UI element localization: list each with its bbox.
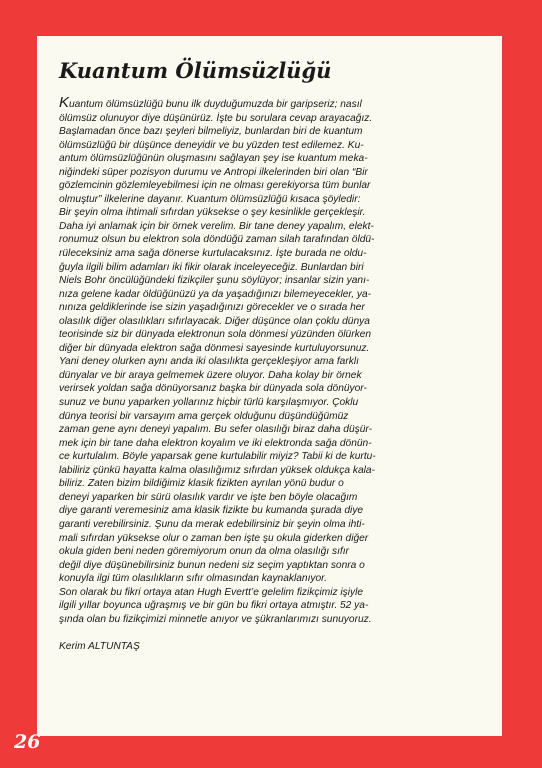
body-line [59,450,480,464]
article-title: Kuantum Ölümsüzlüğü [59,58,332,83]
body-line [59,518,480,532]
body-line [59,437,480,451]
body-line [59,342,480,356]
body-line [59,382,480,396]
body-line [59,532,480,546]
body-line-text: ronumuz olsun bu elektron sola döndüğü zaman silah tarafından öldü- [59,234,375,246]
body-line-text: Son olarak bu fikri ortaya atan Hugh Evertt’e gelelim fizikçimiz işiyle [59,586,364,598]
body-line-text: mali sıfırdan yüksekse olur o zaman ben işte şu okula giderken diğer [59,532,369,544]
body-line [59,504,480,518]
body-line [59,152,480,166]
body-line [59,328,480,342]
body-line-text: diye garanti veremesiniz ama klasik fizikte bu kumanda şurada diye [59,505,364,517]
article-card [37,36,502,736]
body-line [59,220,480,234]
body-line-text: labiliriz çünkü hayatta kalma olasılığımız sıfırdan yüksek oldukça kala- [59,464,375,476]
body-line [59,206,480,220]
body-line [59,247,480,261]
body-line [59,559,480,573]
body-line-text: ğuyla ilgili bilim adamları iki fikir olarak inceleyeceğiz. Bunlardan biri [59,261,364,273]
body-line-text: Başlamadan önce bazı şeyleri bilmeliyiz, bunlardan biri de kuantum [59,126,363,138]
body-line-text: Yani deney olurken aynı anda iki olasılıkta gerçekleşiyor ama farklı [59,356,359,368]
body-line-text: ilgili yıllar boyunca uğraşmış ve bir gün bu fikri ortaya atmıştır. 52 ya- [59,600,369,612]
body-line [59,464,480,478]
body-line [59,139,480,153]
body-line-text: teorisinde siz bir dünyada elektronun sola dönmesi yüzünden ölürken [59,329,372,341]
body-line-text: biliriz. Zaten bizim bildiğimiz klasik fizikten ayrılan yönü budur o [59,478,344,490]
body-line-text: Daha iyi anlamak için bir örnek verelim. Bir tane deney yapalım, elekt- [59,220,374,232]
body-line [59,477,480,491]
body-line-text: konuyla ilgi tüm olasılıkların sıfır olmasından kaynaklanıyor. [59,573,328,585]
body-line-text: rüleceksiniz ama sağa dönerse kurtulacaksınız. İşte burada ne oldu- [59,248,367,260]
body-line [59,599,480,613]
page-number: 26 [14,731,41,753]
body-line-text: nınıza geldiklerinde ise sizin yaşadığınızı görecekler ve o sırada her [59,302,365,314]
body-line-text: sunuz ve bunu yaparken yollarınız hiçbir türlü karşılaşmıyor. Çoklu [59,397,359,409]
body-line-text: olasılık diğer olasılıkları sıfırlayacak. Diğer düşünce olan çoklu dünya [59,315,370,327]
body-line-text: gözlemcinin gözlemleyebilmesi için ne olması gerekiyorsa tüm bunlar [59,180,371,192]
body-line-text: Bir şeyin olma ihtimali sıfırdan yüksekse o şey kesinlikle gerçekleşir. [59,207,366,219]
body-line-text: şında olan bu fizikçimizi minnetle anıyor ve şükranlarımızı sunuyoruz. [59,613,372,625]
body-line [59,288,480,302]
body-line-text: ölümsüz olunuyor diye düşünürüz. İşte bu sorulara cevap arayacağız. [59,112,373,124]
body-line [59,179,480,193]
body-line-text: ölümsüzlüğü bir düşünce deneyidir ve bu yüzden test edilemez. Ku- [59,139,364,151]
body-line [59,125,480,139]
body-line-text: dünya teorisi bir varsayım ama gerçek olduğunu düşündüğümüz [59,410,349,422]
article-body [59,96,480,626]
body-line [59,261,480,275]
body-line [59,96,480,112]
body-line [59,355,480,369]
drop-cap: K [59,94,70,111]
body-line-text: zaman gene aynı deneyi yapalım. Bu sefer olasılığı biraz daha düşür- [59,424,372,436]
body-line-text: antum ölümsüzlüğünün oluşmasını sağlayan şey ise kuantum meka- [59,153,368,165]
body-line [59,193,480,207]
body-line [59,491,480,505]
body-line [59,586,480,600]
body-line [59,572,480,586]
body-line-text: okula giden beni neden göremiyorum onun da olma olasılığı sıfır [59,546,349,558]
body-line-text: verirsek yoldan sağa dönüyorsanız başka bir dünyada sola dönüyor- [59,383,367,395]
body-line [59,233,480,247]
body-line-text: diğer bir dünyada elektron sağa dönmesi sayesinde kurtuluyorsunuz. [59,342,370,354]
body-line [59,545,480,559]
body-line-text: nıza gelene kadar öldüğünüzü ya da yaşadığınızı bilemeyecekler, ya- [59,288,372,300]
body-line-text: olmuştur” ilkelerine dayanır. Kuantum ölümsüzlüğü kısaca şöyledir: [59,193,361,205]
body-line-text: deneyi yaparken bir sürü olasılık vardır ve işte ben böyle olacağım [59,491,358,503]
body-line [59,166,480,180]
body-line [59,315,480,329]
body-line [59,112,480,126]
body-line-text: mek için bir tane daha elektron koyalım ve iki elektronda sağa dönün- [59,437,372,449]
body-line-text: ce kurtulalım. Böyle yaparsak gene kurtulabilir miyiz? Tabii ki de kurtu- [59,451,376,463]
body-line-text: uantum ölümsüzlüğü bunu ilk duyduğumuzda bir garipseriz; nasıl [69,99,362,110]
body-line-text: niğindeki süper pozisyon durumu ve Antropi ilkelerinden biri olan “Bir [59,166,368,178]
body-line [59,423,480,437]
body-line-text: değil diye düşünebilirsiniz bunun nedeni siz seçim yaptıktan sonra o [59,559,365,571]
body-line-text: Niels Bohr öncülüğündeki fizikçiler şunu söylüyor; insanlar sizin yanı- [59,275,370,287]
body-line-text: garanti verebilirsiniz. Şunu da merak edebilirsiniz bir şeyin olma ihti- [59,518,365,530]
body-line [59,274,480,288]
body-line [59,396,480,410]
body-line [59,369,480,383]
body-line [59,613,480,627]
body-line [59,301,480,315]
body-line [59,410,480,424]
article-author: Kerim ALTUNTAŞ [59,641,140,653]
body-line-text: dünyalar ve bir araya gelmemek üzere oluyor. Daha kolay bir örnek [59,369,362,381]
